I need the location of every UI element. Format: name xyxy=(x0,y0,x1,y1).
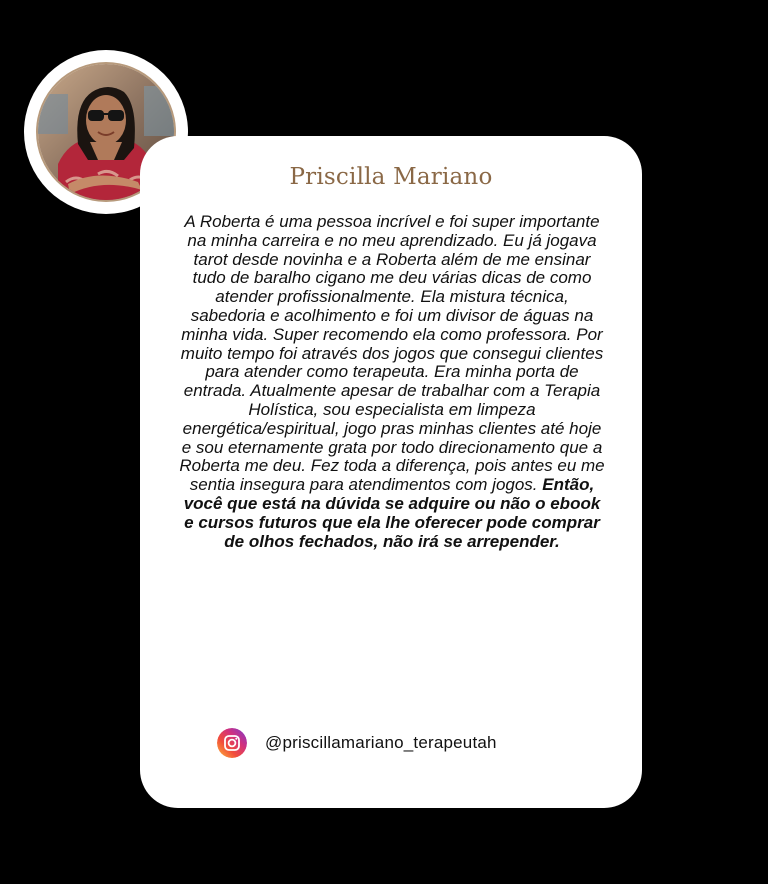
testimonial-card xyxy=(140,136,642,808)
social-handle-row[interactable] xyxy=(217,728,497,758)
instagram-icon xyxy=(217,728,247,758)
testimonial-quote-text: A Roberta é uma pessoa incrível e foi super importante na minha carreira e no meu aprendizado. Eu já jogava tarot desde novinha e a Roberta além de me ensinar tudo de baralho cigano me deu várias dicas de como atender profissionalmente. Ela mistura técnica, sabedoria e acolhimento e foi um divisor de águas na minha vida. Super recomendo ela como professora. Por muito tempo foi através dos jogos que consegui clientes para atender como terapeuta. Era minha porta de entrada. Atualmente apesar de trabalhar com a Terapia Holística, sou especialista em limpeza energética/espiritual, jogo pras minhas clientes até hoje e sou eternamente grata por todo direcionamento que a Roberta me deu. Fez toda a diferença, pois antes eu me sentia insegura para atendimentos com jogos. xyxy=(179,212,605,495)
instagram-handle[interactable]: @priscillamariano_terapeutah xyxy=(265,733,497,752)
testimonial-author-name: Priscilla Mariano xyxy=(289,164,493,190)
testimonial-quote-emphasis: Então, você que está na dúvida se adquire ou não o ebook e cursos futuros que ela lhe oferecer pode comprar de olhos fechados, não irá se arrepender. xyxy=(183,475,601,551)
testimonial-quote xyxy=(178,213,606,551)
